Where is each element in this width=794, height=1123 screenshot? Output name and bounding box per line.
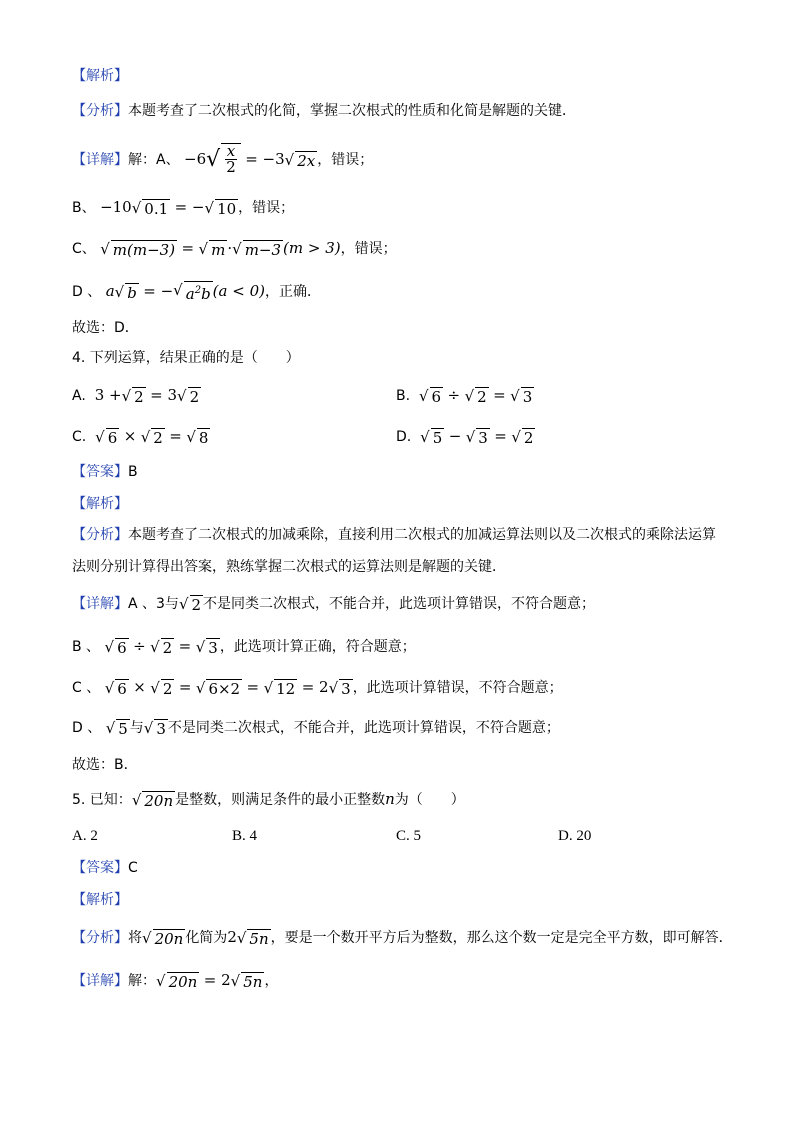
q4-option-d <box>396 426 535 447</box>
option-label: C、 <box>72 241 96 257</box>
jie-text: 解：A、 <box>128 152 180 168</box>
math-eq: = − <box>143 282 174 300</box>
math-expr: 3 + <box>94 386 122 404</box>
detail-text: ，此选项计算错误，不符合题意； <box>352 680 563 696</box>
q4-option-c <box>72 426 210 447</box>
sqrt-expr: √ 0.1 <box>131 198 169 218</box>
sqrt-expr: √ 3 <box>465 427 488 447</box>
question-stem: 为（ ） <box>394 792 465 808</box>
fenxi-label: 【分析】 <box>72 527 128 543</box>
fenxi-label: 【分析】 <box>72 930 128 946</box>
math-dot: · <box>227 239 233 257</box>
math-coef: −10 <box>100 198 132 216</box>
math-var: b <box>201 285 211 303</box>
option-label: D. <box>396 429 412 445</box>
xiangjie-label: 【详解】 <box>72 973 128 989</box>
option-label: B 、 <box>72 639 101 655</box>
verdict: ，错误； <box>317 152 374 168</box>
detail-text: 不是同类二次根式，不能合并，此选项计算错误，不符合题意； <box>203 596 596 612</box>
sqrt-expr: √ 5 <box>105 718 128 738</box>
q3-choose <box>72 318 139 338</box>
sqrt-expr: √ 3 <box>328 678 351 698</box>
q3-detail-c <box>72 238 397 259</box>
sqrt-expr: √ 2 <box>140 427 163 447</box>
option-label: C. <box>72 429 87 445</box>
math-op: × <box>133 678 146 696</box>
detail-text: ，此选项计算正确，符合题意； <box>219 639 416 655</box>
math-eq: = 2 <box>301 678 329 696</box>
q3-detail-d <box>72 281 321 303</box>
q5-analysis <box>72 927 733 948</box>
math-exponent: 2 <box>194 285 202 296</box>
sqrt-expr: √ 2 <box>178 594 202 614</box>
math-eq: = <box>493 386 506 404</box>
math-rhs: = −3 <box>245 150 285 168</box>
sqrt-expr: √ 2 <box>511 427 534 447</box>
q3-jiexi-heading <box>72 66 128 86</box>
math-eq: = − <box>174 198 205 216</box>
q4-detail-c <box>72 677 563 698</box>
q4-analysis-line1 <box>72 525 716 545</box>
choose-text: 故选：D． <box>72 320 139 336</box>
fraction-denominator: 2 <box>226 158 236 176</box>
math-op: × <box>123 427 137 445</box>
math-eq: = <box>181 239 195 257</box>
sqrt-expr: √ 6×2 <box>195 678 241 698</box>
sqrt-expr: √ 3 <box>195 637 218 657</box>
option-label: B、 <box>72 200 96 216</box>
sqrt-expr: √ 6 <box>418 386 442 406</box>
sqrt-expr: √ 2x <box>284 150 316 170</box>
fenxi-text: 化简为 <box>185 930 228 946</box>
q4-choose <box>72 755 138 775</box>
sqrt-expr: √ 3 <box>510 386 533 406</box>
math-eq: = <box>178 637 192 655</box>
math-eq: = 2 <box>203 971 231 989</box>
jiexi-label: 【解析】 <box>72 496 128 512</box>
sqrt-expr: √ 5n <box>236 928 269 948</box>
math-op: − <box>448 427 462 445</box>
xiangjie-label: 【详解】 <box>72 152 128 168</box>
math-condition: (m > 3) <box>283 239 341 257</box>
sqrt-expr: √ 3 <box>143 718 166 738</box>
math-eq: = <box>178 678 192 696</box>
sqrt-expr: √ 10 <box>204 198 237 218</box>
sqrt-fraction: √ $\frac{x}{2}$ <box>206 143 241 177</box>
jiexi-label: 【解析】 <box>72 892 128 908</box>
fraction-numerator: x <box>226 142 236 160</box>
option-label: D 、 <box>72 284 102 300</box>
sqrt-expr: √ $a^2b$ <box>173 281 211 303</box>
sqrt-expr: √ m(m−3) <box>100 239 176 259</box>
math-var: a <box>185 285 195 303</box>
option-label: C 、 <box>72 680 101 696</box>
verdict: ，正确． <box>264 284 321 300</box>
q5-detail <box>72 970 278 991</box>
sqrt-expr: √ 2 <box>150 678 173 698</box>
q3-detail-b <box>72 197 294 218</box>
q4-detail-d <box>72 718 560 738</box>
q5-option-b: B. 4 <box>232 828 258 844</box>
detail-text: 与 <box>129 720 144 736</box>
sqrt-expr: √ 2 <box>177 386 200 406</box>
fenxi-text: 将 <box>128 930 142 946</box>
q4-jiexi-heading <box>72 494 128 514</box>
math-eq: = <box>169 427 182 445</box>
q3-detail-a <box>72 143 373 177</box>
answer-label: 【答案】 <box>72 464 128 480</box>
choose-text: 故选：B． <box>72 757 138 773</box>
sqrt-expr: √ 2 <box>121 386 144 406</box>
verdict: ，错误； <box>340 241 397 257</box>
sqrt-expr: √ 20n <box>131 790 174 810</box>
question-stem: 5. 已知： <box>72 792 132 808</box>
q5-answer <box>72 858 138 878</box>
q5-jiexi-heading <box>72 890 128 910</box>
sqrt-expr: √ 12 <box>263 678 296 698</box>
sqrt-expr: √ 5 <box>420 427 443 447</box>
math-eq: = <box>494 427 507 445</box>
q4-option-b <box>396 385 534 406</box>
math-expr: = 3 <box>150 386 178 404</box>
option-label: D 、 <box>72 720 102 736</box>
math-op: ÷ <box>133 637 146 655</box>
answer-label: 【答案】 <box>72 860 128 876</box>
fenxi-text: 本题考查了二次根式的加减乘除，直接利用二次根式的加减运算法则以及二次根式的乘除法运算 <box>128 527 716 543</box>
q4-option-a <box>72 385 201 406</box>
sqrt-expr: √ 6 <box>95 427 118 447</box>
math-var: n <box>385 790 395 808</box>
detail-text: ， <box>264 973 279 989</box>
q4-stem <box>72 348 300 368</box>
verdict: ，错误； <box>238 200 295 216</box>
math-eq: = <box>246 678 260 696</box>
question-stem: 4. 下列运算，结果正确的是（ ） <box>72 350 300 366</box>
math-var: a <box>105 282 115 300</box>
math-op: ÷ <box>447 386 461 404</box>
sqrt-expr: √ m <box>198 239 226 259</box>
sqrt-expr: √ 20n <box>142 928 184 948</box>
detail-text: A 、3与 <box>128 596 179 612</box>
jiexi-label: 【解析】 <box>72 68 128 84</box>
sqrt-expr: √ 20n <box>156 971 198 991</box>
sqrt-expr: √ 2 <box>150 637 173 657</box>
fenxi-label: 【分析】 <box>72 103 128 119</box>
sqrt-expr: √ m−3 <box>232 239 282 259</box>
math-coef: 2 <box>227 928 237 946</box>
answer-value: C <box>128 860 138 876</box>
answer-value: B <box>128 464 138 480</box>
q4-answer <box>72 462 138 482</box>
sqrt-expr: √ 5n <box>230 971 263 991</box>
q5-option-c: C. 5 <box>396 828 422 844</box>
fenxi-text: ，要是一个数开平方后为整数，那么这个数一定是完全平方数，即可解答． <box>270 930 733 946</box>
q3-analysis <box>72 101 576 121</box>
q5-option-a: A. 2 <box>72 828 98 844</box>
math-coef: −6 <box>184 150 207 168</box>
question-stem: 是整数，则满足条件的最小正整数 <box>175 792 386 808</box>
sqrt-expr: √ b <box>114 282 137 302</box>
q4-detail-b <box>72 636 416 657</box>
sqrt-expr: √ 6 <box>104 678 127 698</box>
detail-text: 不是同类二次根式，不能合并，此选项计算错误，不符合题意； <box>167 720 560 736</box>
xiangjie-label: 【详解】 <box>72 596 128 612</box>
q4-analysis-line2 <box>72 557 506 577</box>
q5-stem <box>72 789 465 810</box>
fenxi-text: 法则分别计算得出答案，熟练掌握二次根式的运算法则是解题的关键． <box>72 559 506 575</box>
sqrt-expr: √ 2 <box>464 386 487 406</box>
detail-text: 解： <box>128 973 156 989</box>
sqrt-expr: √ 8 <box>186 427 209 447</box>
q4-detail-a <box>72 594 595 614</box>
sqrt-expr: √ 6 <box>104 637 127 657</box>
option-label: B. <box>396 388 411 404</box>
option-label: A. <box>72 388 86 404</box>
math-condition: (a < 0) <box>212 282 265 300</box>
fenxi-text: 本题考查了二次根式的化简，掌握二次根式的性质和化简是解题的关键． <box>128 103 576 119</box>
q5-option-d: D. 20 <box>558 828 592 844</box>
